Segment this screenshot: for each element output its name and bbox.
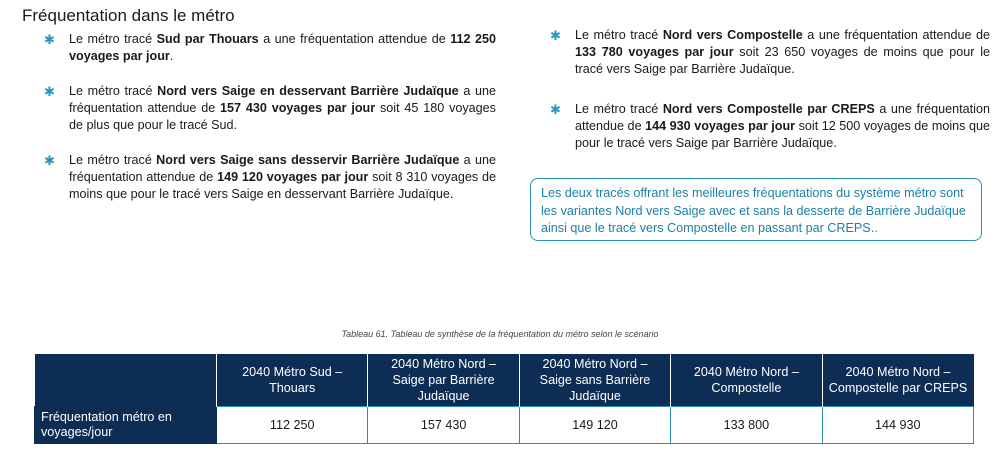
header-compostelle: 2040 Métro Nord – Compostelle [671,354,822,407]
header-saige-sans-bj: 2040 Métro Nord – Saige sans Barrière Judaïque [519,354,670,407]
bullet-saige-sans-bj: ✱ Le métro tracé Nord vers Saige sans desservir Barrière Judaïque a une fréquentation attendue de 149 120 voyages par jour soit 8 310 voyages de moins que pour le tracé vers Saige en desservant Barrière Judaïque. [44,153,496,201]
bullet-star-icon: ✱ [550,102,561,117]
value-compostelle: 133 800 [671,407,822,444]
table-caption: Tableau 61. Tableau de synthèse de la fréquentation du métro selon le scénario [341,329,659,339]
bullet-compostelle-creps: ✱ Le métro tracé Nord vers Compostelle par CREPS a une fréquentation attendue de 144 930 voyages par jour soit 12 500 voyages de moins que pour le tracé vers Saige par Barrière Judaïque. [550,102,990,150]
bullet-sud-thouars: ✱ Le métro tracé Sud par Thouars a une fréquentation attendue de 112 250 voyages par jour. [44,32,497,63]
bullet-star-icon: ✱ [44,153,55,168]
bullet-star-icon: ✱ [44,84,55,99]
header-saige-avec-bj: 2040 Métro Nord – Saige par Barrière Judaïque [368,354,519,407]
value-sud-thouars: 112 250 [217,407,368,444]
bullet-star-icon: ✱ [550,28,561,43]
conclusion-callout: Les deux tracés offrant les meilleures fréquentations du système métro sont les variantes Nord vers Saige avec et sans la desserte de Barrière Judaïque ainsi que le tracé vers Compostelle en passant par CREPS.. [530,178,982,241]
bullet-saige-avec-bj: ✱ Le métro tracé Nord vers Saige en desservant Barrière Judaïque a une fréquentation attendue de 157 430 voyages par jour soit 45 180 voyages de plus que pour le tracé Sud. [44,84,497,132]
right-bullet-list [550,27,990,175]
header-compostelle-creps: 2040 Métro Nord – Compostelle par CREPS [822,354,973,407]
bullet-compostelle: ✱ Le métro tracé Nord vers Compostelle a une fréquentation attendue de 133 780 voyages par jour soit 23 650 voyages de moins que pour le tracé vers Saige par Barrière Judaïque. [550,28,991,76]
table-header-row [35,354,974,407]
table-corner-cell [35,354,217,407]
row-label-frequentation: Fréquentation métro en voyages/jour [35,407,217,444]
table-row [35,407,974,444]
value-compostelle-creps: 144 930 [822,407,973,444]
section-title: Fréquentation dans le métro [22,6,235,25]
value-saige-sans-bj: 149 120 [519,407,670,444]
left-bullet-list [44,31,496,221]
synthesis-table [34,354,974,444]
value-saige-avec-bj: 157 430 [368,407,519,444]
header-sud-thouars: 2040 Métro Sud – Thouars [217,354,368,407]
bullet-star-icon: ✱ [44,32,55,47]
